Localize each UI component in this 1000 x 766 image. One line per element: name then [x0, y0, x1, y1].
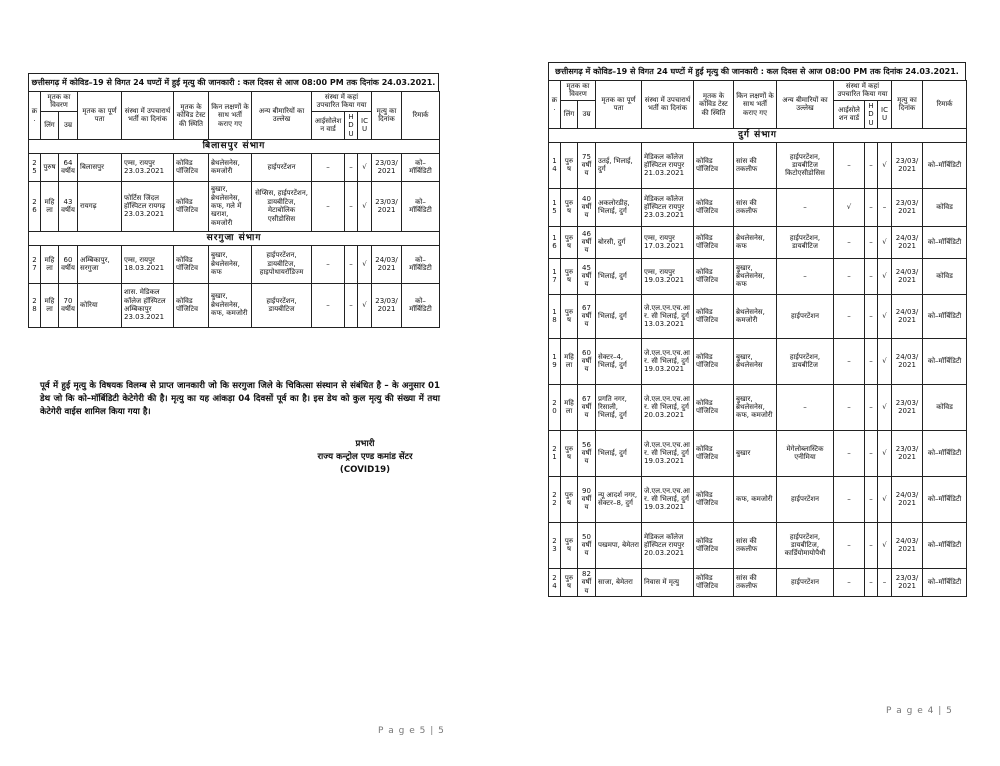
covid-status-cell: कोविड पॉजिटिव: [694, 226, 734, 258]
other-diseases-cell: हाईपरटेंशन, डायबीटिज, कार्डियोमायोपैथी: [777, 522, 834, 568]
death-date-cell: 23/03/2021: [892, 142, 923, 188]
hdu-cell: –: [865, 258, 878, 294]
row-number: 16: [549, 226, 561, 258]
symptoms-cell: बुखार, ब्रेथलेसनेस, कफ, कमजोरी: [734, 384, 777, 430]
row-number: 23: [549, 522, 561, 568]
covid-status-cell: कोविड पॉजिटिव: [174, 181, 209, 231]
hdu-cell: –: [865, 338, 878, 384]
signature-line-2: राज्य कन्ट्रोल एण्ड कमांड सेंटर: [317, 451, 413, 462]
page-5-title: छत्तीसगढ़ में कोविड–19 से विगत 24 घण्टों में हुई मृत्यु की जानकारी : कल दिवस से आज 08:00 PM तक दिनांक 24.03.2021.: [28, 73, 439, 91]
icu-cell: √: [878, 142, 892, 188]
icu-cell: –: [878, 188, 892, 226]
section-title: सरगुजा संभाग: [29, 231, 440, 245]
covid-status-cell: कोविड पॉजिटिव: [694, 338, 734, 384]
remark-cell: कोविड: [923, 258, 967, 294]
age-cell: 60 वर्षीय: [59, 245, 78, 283]
table-row: [29, 153, 440, 181]
isolation-cell: –: [312, 153, 345, 181]
section-row: [29, 231, 440, 245]
other-diseases-cell: –: [777, 384, 834, 430]
gender-cell: पुरुष: [561, 522, 578, 568]
gender-cell: महिला: [41, 283, 59, 327]
remark-cell: कोविड: [923, 384, 967, 430]
isolation-header: आईसोलेशन वार्ड: [312, 111, 345, 139]
other-diseases-cell: –: [777, 258, 834, 294]
icu-cell: √: [878, 294, 892, 338]
isolation-cell: –: [312, 283, 345, 327]
death-date-cell: 24/03/2021: [892, 258, 923, 294]
address-cell: भिलाई, दुर्ग: [596, 430, 642, 476]
address-cell: अकलोरडीह, भिलाई, दुर्ग: [596, 188, 642, 226]
covid-status-cell: कोविड पॉजिटिव: [694, 384, 734, 430]
death-date-cell: 24/03/2021: [892, 226, 923, 258]
table-row: [549, 430, 967, 476]
age-cell: 46 वर्षीय: [578, 226, 596, 258]
row-number: 19: [549, 338, 561, 384]
isolation-cell: –: [834, 142, 865, 188]
gender-cell: पुरुष: [561, 430, 578, 476]
death-date-cell: 24/03/2021: [892, 476, 923, 522]
covid-status-cell: कोविड पॉजिटिव: [694, 258, 734, 294]
gender-cell: महिला: [561, 384, 578, 430]
isolation-cell: –: [834, 338, 865, 384]
institute-cell: जे.एल.एन.एच.आर. सी भिलाई, दुर्ग 19.03.2021: [642, 476, 694, 522]
symptoms-cell: सांस की तकलीफ: [734, 568, 777, 596]
other-diseases-cell: हाईपरटेंशन: [252, 153, 312, 181]
page-4-table-body: [549, 128, 967, 596]
symptoms-cell: सांस की तकलीफ: [734, 522, 777, 568]
hdu-cell: –: [865, 226, 878, 258]
table-row: [549, 338, 967, 384]
address-cell: प्रगति नगर, रिसाली, भिलाई, दुर्ग: [596, 384, 642, 430]
remark-cell: को–मॉर्बिडिटी: [923, 522, 967, 568]
symptoms-cell: ब्रेथलेसनेस, कमजोरी: [209, 153, 252, 181]
covid-status-cell: कोविड पॉजिटिव: [694, 294, 734, 338]
age-cell: 40 वर्षीय: [578, 188, 596, 226]
institute-cell: मेडिकल कॉलेज हॉस्पिटल रायपुर 20.03.2021: [642, 522, 694, 568]
covid-status-cell: कोविड पॉजिटिव: [174, 245, 209, 283]
covid-status-header: मृतक के कोविड टेस्ट की स्थिति: [694, 81, 734, 129]
symptoms-cell: कफ, कमजोरी: [734, 476, 777, 522]
remark-header: रिमार्क: [402, 92, 440, 140]
table-row: [549, 384, 967, 430]
hdu-cell: –: [865, 430, 878, 476]
icu-cell: √: [878, 258, 892, 294]
death-date-cell: 24/03/2021: [372, 245, 402, 283]
covid-status-cell: कोविड पॉजिटिव: [694, 188, 734, 226]
table-row: [549, 142, 967, 188]
institute-cell: एम्स, रायपुर 23.03.2021: [122, 153, 174, 181]
gender-cell: महिला: [561, 338, 578, 384]
hdu-cell: –: [345, 283, 358, 327]
gender-cell: पुरुष: [561, 188, 578, 226]
table-row: [29, 283, 440, 327]
hdu-cell: –: [865, 568, 878, 596]
hdu-cell: –: [345, 245, 358, 283]
isolation-cell: –: [312, 245, 345, 283]
symptoms-cell: बुखार: [734, 430, 777, 476]
death-date-cell: 24/03/2021: [892, 338, 923, 384]
isolation-header: आईसोलेशन वार्ड: [834, 100, 865, 128]
page-5-table-body: [29, 139, 440, 327]
table-row: [549, 568, 967, 596]
address-cell: भिलाई, दुर्ग: [596, 294, 642, 338]
covid-status-cell: कोविड पॉजिटिव: [694, 142, 734, 188]
table-row: [549, 476, 967, 522]
icu-cell: –: [878, 568, 892, 596]
page-5-table: [28, 91, 440, 328]
institute-cell: निवास में मृत्यु: [642, 568, 694, 596]
remark-cell: को–मॉर्बिडिटी: [923, 476, 967, 522]
covid-status-cell: कोविड पॉजिटिव: [174, 153, 209, 181]
symptoms-cell: बुखार, ब्रेथलेसनेस: [734, 338, 777, 384]
signature-line-1: प्रभारी: [355, 439, 375, 449]
isolation-cell: –: [834, 258, 865, 294]
remark-cell: कोविड: [923, 188, 967, 226]
isolation-cell: –: [834, 476, 865, 522]
symptoms-cell: सांस की तकलीफ: [734, 142, 777, 188]
isolation-cell: –: [834, 522, 865, 568]
hdu-cell: –: [345, 153, 358, 181]
institute-cell: मेडिकल कॉलेज हॉस्पिटल रायपुर 23.03.2021: [642, 188, 694, 226]
age-cell: 67 वर्षीय: [578, 294, 596, 338]
age-cell: 43 वर्षीय: [59, 181, 78, 231]
row-number: 14: [549, 142, 561, 188]
remark-cell: को–मॉर्बिडिटी: [402, 181, 440, 231]
row-number: 26: [29, 181, 41, 231]
symptoms-cell: बुखार, ब्रेथलेसनेस, कफ, गले में खराश, कमजोरी: [209, 181, 252, 231]
other-diseases-cell: हाईपरटेंशन: [777, 476, 834, 522]
other-diseases-header: अन्य बीमारियों का उल्लेख: [252, 92, 312, 140]
hdu-cell: –: [865, 522, 878, 568]
page-5-sheet: [28, 73, 439, 328]
icu-cell: √: [878, 476, 892, 522]
icu-cell: √: [878, 338, 892, 384]
ward-header: संस्था में कहां उपचारित किया गया: [312, 92, 372, 112]
covid-status-header: मृतक के कोविड टेस्ट की स्थिति: [174, 92, 209, 140]
death-date-cell: 23/03/2021: [372, 283, 402, 327]
icu-cell: √: [878, 430, 892, 476]
institute-cell: मेडिकल कॉलेज हॉस्पिटल रायपुर 21.03.2021: [642, 142, 694, 188]
address-cell: बोरसी, दुर्ग: [596, 226, 642, 258]
age-cell: 60 वर्षीय: [578, 338, 596, 384]
institute-cell: एम्स, रायपुर 18.03.2021: [122, 245, 174, 283]
gender-cell: पुरुष: [561, 226, 578, 258]
institute-cell: जे.एल.एन.एच.आर. सी भिलाई, दुर्ग 13.03.2021: [642, 294, 694, 338]
symptoms-cell: बुखार, ब्रेथलेसनेस, कफ: [209, 245, 252, 283]
icu-cell: √: [358, 181, 372, 231]
row-number: 17: [549, 258, 561, 294]
section-row: [549, 128, 967, 142]
icu-cell: √: [878, 384, 892, 430]
other-diseases-cell: हाईपरटेंशन: [777, 294, 834, 338]
address-cell: पखमपा, बेमेतरा: [596, 522, 642, 568]
table-row: [549, 258, 967, 294]
page-4-table: [548, 80, 967, 597]
row-number: 18: [549, 294, 561, 338]
page-5-table-header: [29, 92, 440, 140]
page-4-number: P a g e 4 | 5: [886, 706, 953, 716]
institute-header: संस्था में उपचारार्थ भर्ती का दिनांक: [642, 81, 694, 129]
row-number: 28: [29, 283, 41, 327]
address-cell: उतई, भिलाई, दुर्ग: [596, 142, 642, 188]
victim-info-header: मृतक का विवरण: [41, 92, 78, 112]
death-date-cell: 24/03/2021: [892, 522, 923, 568]
section-row: [29, 139, 440, 153]
other-diseases-cell: हाईपरटेंशन, डायबीटिज: [777, 226, 834, 258]
address-cell: साजा, बेमेतरा: [596, 568, 642, 596]
gender-cell: पुरुष: [561, 568, 578, 596]
death-date-cell: 23/03/2021: [892, 188, 923, 226]
isolation-cell: –: [834, 294, 865, 338]
age-cell: 50 वर्षीय: [578, 522, 596, 568]
symptoms-cell: ब्रेथलेसनेस, कफ: [734, 226, 777, 258]
row-number: 21: [549, 430, 561, 476]
other-diseases-cell: हाईपरटेंशन, डायबीटिज किटोएसीडोसिस: [777, 142, 834, 188]
icu-header: ICU: [878, 100, 892, 128]
late-report-note: पूर्व में हुई मृत्यु के विषयक विलम्ब से प्राप्त जानकारी जो कि सरगुजा जिले के चिकित्सा संस्थान से संबंधित है – के अनुसार 01 डेथ जो कि को–मॉर्बिडिटी केटेगेरी की है। मृत्यु का यह आंकड़ा 04 दिवसों पूर्व का है। इस डेथ को कुल मृत्यु की संख्या में तथा केटेगेरी वाईस शामिल किया गया है।: [40, 381, 440, 417]
isolation-cell: –: [312, 181, 345, 231]
address-cell: सेक्टर–4, भिलाई, दुर्ग: [596, 338, 642, 384]
institute-cell: जे.एल.एन.एच.आर. सी भिलाई, दुर्ग 19.03.2021: [642, 338, 694, 384]
address-cell: न्यू आदर्श नगर, सेक्टर–8, दुर्ग: [596, 476, 642, 522]
other-diseases-cell: हाईपरटेंशन, डायबीटिज: [252, 283, 312, 327]
address-header: मृतक का पूर्ण पता: [78, 92, 122, 140]
page-4-title: छत्तीसगढ़ में कोविड–19 से विगत 24 घण्टों में हुई मृत्यु की जानकारी : कल दिवस से आज 08:00 PM तक दिनांक 24.03.2021.: [548, 62, 966, 80]
icu-cell: √: [358, 245, 372, 283]
address-cell: रायगढ़: [78, 181, 122, 231]
hdu-cell: –: [865, 384, 878, 430]
row-number: 27: [29, 245, 41, 283]
age-cell: 82 वर्षीय: [578, 568, 596, 596]
table-row: [549, 294, 967, 338]
symptoms-header: किन लक्षणों के साथ भर्ती कराए गए: [734, 81, 777, 129]
page-4-table-header: [549, 81, 967, 129]
other-diseases-cell: मेगेलोब्लास्टिक एनीमिया: [777, 430, 834, 476]
remark-cell: को–मॉर्बिडिटी: [923, 568, 967, 596]
sno-header: क्र.: [29, 92, 41, 140]
symptoms-cell: सांस की तकलीफ: [734, 188, 777, 226]
institute-cell: शास. मेडिकल कॉलेज हॉस्पिटल अम्बिकापुर 23.03.2021: [122, 283, 174, 327]
other-diseases-cell: हाईपरटेंशन, डायबीटिज: [777, 338, 834, 384]
covid-status-cell: कोविड पॉजिटिव: [694, 430, 734, 476]
age-header: उम्र: [578, 100, 596, 128]
victim-info-header: मृतक का विवरण: [561, 81, 596, 101]
table-row: [549, 522, 967, 568]
address-cell: भिलाई, दुर्ग: [596, 258, 642, 294]
address-cell: कोरिया: [78, 283, 122, 327]
institute-cell: फोर्टिस जिंदल हॉस्पिटल रायगढ़ 23.03.2021: [122, 181, 174, 231]
icu-cell: √: [878, 226, 892, 258]
table-row: [549, 188, 967, 226]
age-cell: 75 वर्षीय: [578, 142, 596, 188]
age-cell: 67 वर्षीय: [578, 384, 596, 430]
age-cell: 90 वर्षीय: [578, 476, 596, 522]
institute-cell: एम्स, रायपुर 17.03.2021: [642, 226, 694, 258]
remark-cell: को–मॉर्बिडिटी: [402, 245, 440, 283]
gender-cell: पुरुष: [561, 258, 578, 294]
other-diseases-cell: –: [777, 188, 834, 226]
symptoms-cell: ब्रेथलेसनेस, कमजोरी: [734, 294, 777, 338]
age-header: उम्र: [59, 111, 78, 139]
gender-cell: पुरुष: [561, 476, 578, 522]
gender-cell: पुरुष: [561, 294, 578, 338]
hdu-header: HDU: [345, 111, 358, 139]
symptoms-cell: बुखार, ब्रेथलेसनेस, कफ: [734, 258, 777, 294]
isolation-cell: –: [834, 430, 865, 476]
gender-cell: पुरुष: [561, 142, 578, 188]
other-diseases-cell: सेप्सिस, हाईपरटेंशन, डायबीटिज, मेटाबोलिक एसीडोसिस: [252, 181, 312, 231]
institute-cell: एम्स, रायपुर 19.03.2021: [642, 258, 694, 294]
institute-cell: जे.एल.एन.एच.आर. सी भिलाई, दुर्ग 20.03.2021: [642, 384, 694, 430]
isolation-cell: –: [834, 384, 865, 430]
hdu-cell: –: [865, 476, 878, 522]
icu-cell: √: [358, 153, 372, 181]
page-4-sheet: [548, 62, 966, 597]
page-5-number: P a g e 5 | 5: [378, 726, 445, 736]
row-number: 25: [29, 153, 41, 181]
other-diseases-cell: हाईपरटेंशन: [777, 568, 834, 596]
age-cell: 45 वर्षीय: [578, 258, 596, 294]
isolation-cell: –: [834, 568, 865, 596]
other-diseases-cell: हाईपरटेंशन, डायबीटिज, हाइपोथायरॉडिज्म: [252, 245, 312, 283]
remark-cell: को–मॉर्बिडिटी: [923, 430, 967, 476]
remark-cell: को–मॉर्बिडिटी: [923, 226, 967, 258]
gender-cell: महिला: [41, 245, 59, 283]
ward-header: संस्था में कहां उपचारित किया गया: [834, 81, 892, 101]
row-number: 24: [549, 568, 561, 596]
row-number: 15: [549, 188, 561, 226]
death-date-header: मृत्यु का दिनांक: [892, 81, 923, 129]
sno-header: क्र.: [549, 81, 561, 129]
address-cell: अम्बिकापुर, सरगुजा: [78, 245, 122, 283]
section-title: दुर्ग संभाग: [549, 128, 967, 142]
table-row: [549, 226, 967, 258]
symptoms-cell: बुखार, ब्रेथलेसनेस, कफ, कमजोरी: [209, 283, 252, 327]
age-cell: 56 वर्षीय: [578, 430, 596, 476]
hdu-header: HDU: [865, 100, 878, 128]
signature-block: [290, 438, 440, 477]
hdu-cell: –: [865, 188, 878, 226]
age-cell: 64 वर्षीय: [59, 153, 78, 181]
covid-status-cell: कोविड पॉजिटिव: [694, 522, 734, 568]
institute-header: संस्था में उपचारार्थ भर्ती का दिनांक: [122, 92, 174, 140]
covid-status-cell: कोविड पॉजिटिव: [694, 476, 734, 522]
death-date-cell: 23/03/2021: [372, 153, 402, 181]
remark-cell: को–मॉर्बिडिटी: [402, 283, 440, 327]
signature-line-3: (COVID19): [339, 464, 391, 475]
other-diseases-header: अन्य बीमारियों का उल्लेख: [777, 81, 834, 129]
isolation-cell: –: [834, 226, 865, 258]
death-date-cell: 23/03/2021: [892, 568, 923, 596]
address-header: मृतक का पूर्ण पता: [596, 81, 642, 129]
death-date-cell: 23/03/2021: [892, 430, 923, 476]
row-number: 20: [549, 384, 561, 430]
death-date-cell: 23/03/2021: [892, 384, 923, 430]
institute-cell: जे.एल.एन.एच.आर. सी भिलाई, दुर्ग 19.03.2021: [642, 430, 694, 476]
address-cell: बिलासपुर: [78, 153, 122, 181]
icu-header: ICU: [358, 111, 372, 139]
death-date-header: मृत्यु का दिनांक: [372, 92, 402, 140]
hdu-cell: –: [345, 181, 358, 231]
icu-cell: √: [358, 283, 372, 327]
gender-header: लिंग: [41, 111, 59, 139]
remark-cell: को–मॉर्बिडिटी: [402, 153, 440, 181]
gender-cell: महिला: [41, 181, 59, 231]
age-cell: 70 वर्षीय: [59, 283, 78, 327]
table-row: [29, 245, 440, 283]
section-title: बिलासपुर संभाग: [29, 139, 440, 153]
remark-cell: को–मॉर्बिडिटी: [923, 338, 967, 384]
remark-header: रिमार्क: [923, 81, 967, 129]
gender-header: लिंग: [561, 100, 578, 128]
symptoms-header: किन लक्षणों के साथ भर्ती कराए गए: [209, 92, 252, 140]
icu-cell: √: [878, 522, 892, 568]
covid-status-cell: कोविड पॉजिटिव: [174, 283, 209, 327]
death-date-cell: 23/03/2021: [372, 181, 402, 231]
covid-status-cell: कोविड पॉजिटिव: [694, 568, 734, 596]
isolation-cell: √: [834, 188, 865, 226]
hdu-cell: –: [865, 142, 878, 188]
remark-cell: को–मॉर्बिडिटी: [923, 294, 967, 338]
row-number: 22: [549, 476, 561, 522]
death-date-cell: 24/03/2021: [892, 294, 923, 338]
table-row: [29, 181, 440, 231]
gender-cell: पुरुष: [41, 153, 59, 181]
remark-cell: को–मॉर्बिडिटी: [923, 142, 967, 188]
hdu-cell: –: [865, 294, 878, 338]
